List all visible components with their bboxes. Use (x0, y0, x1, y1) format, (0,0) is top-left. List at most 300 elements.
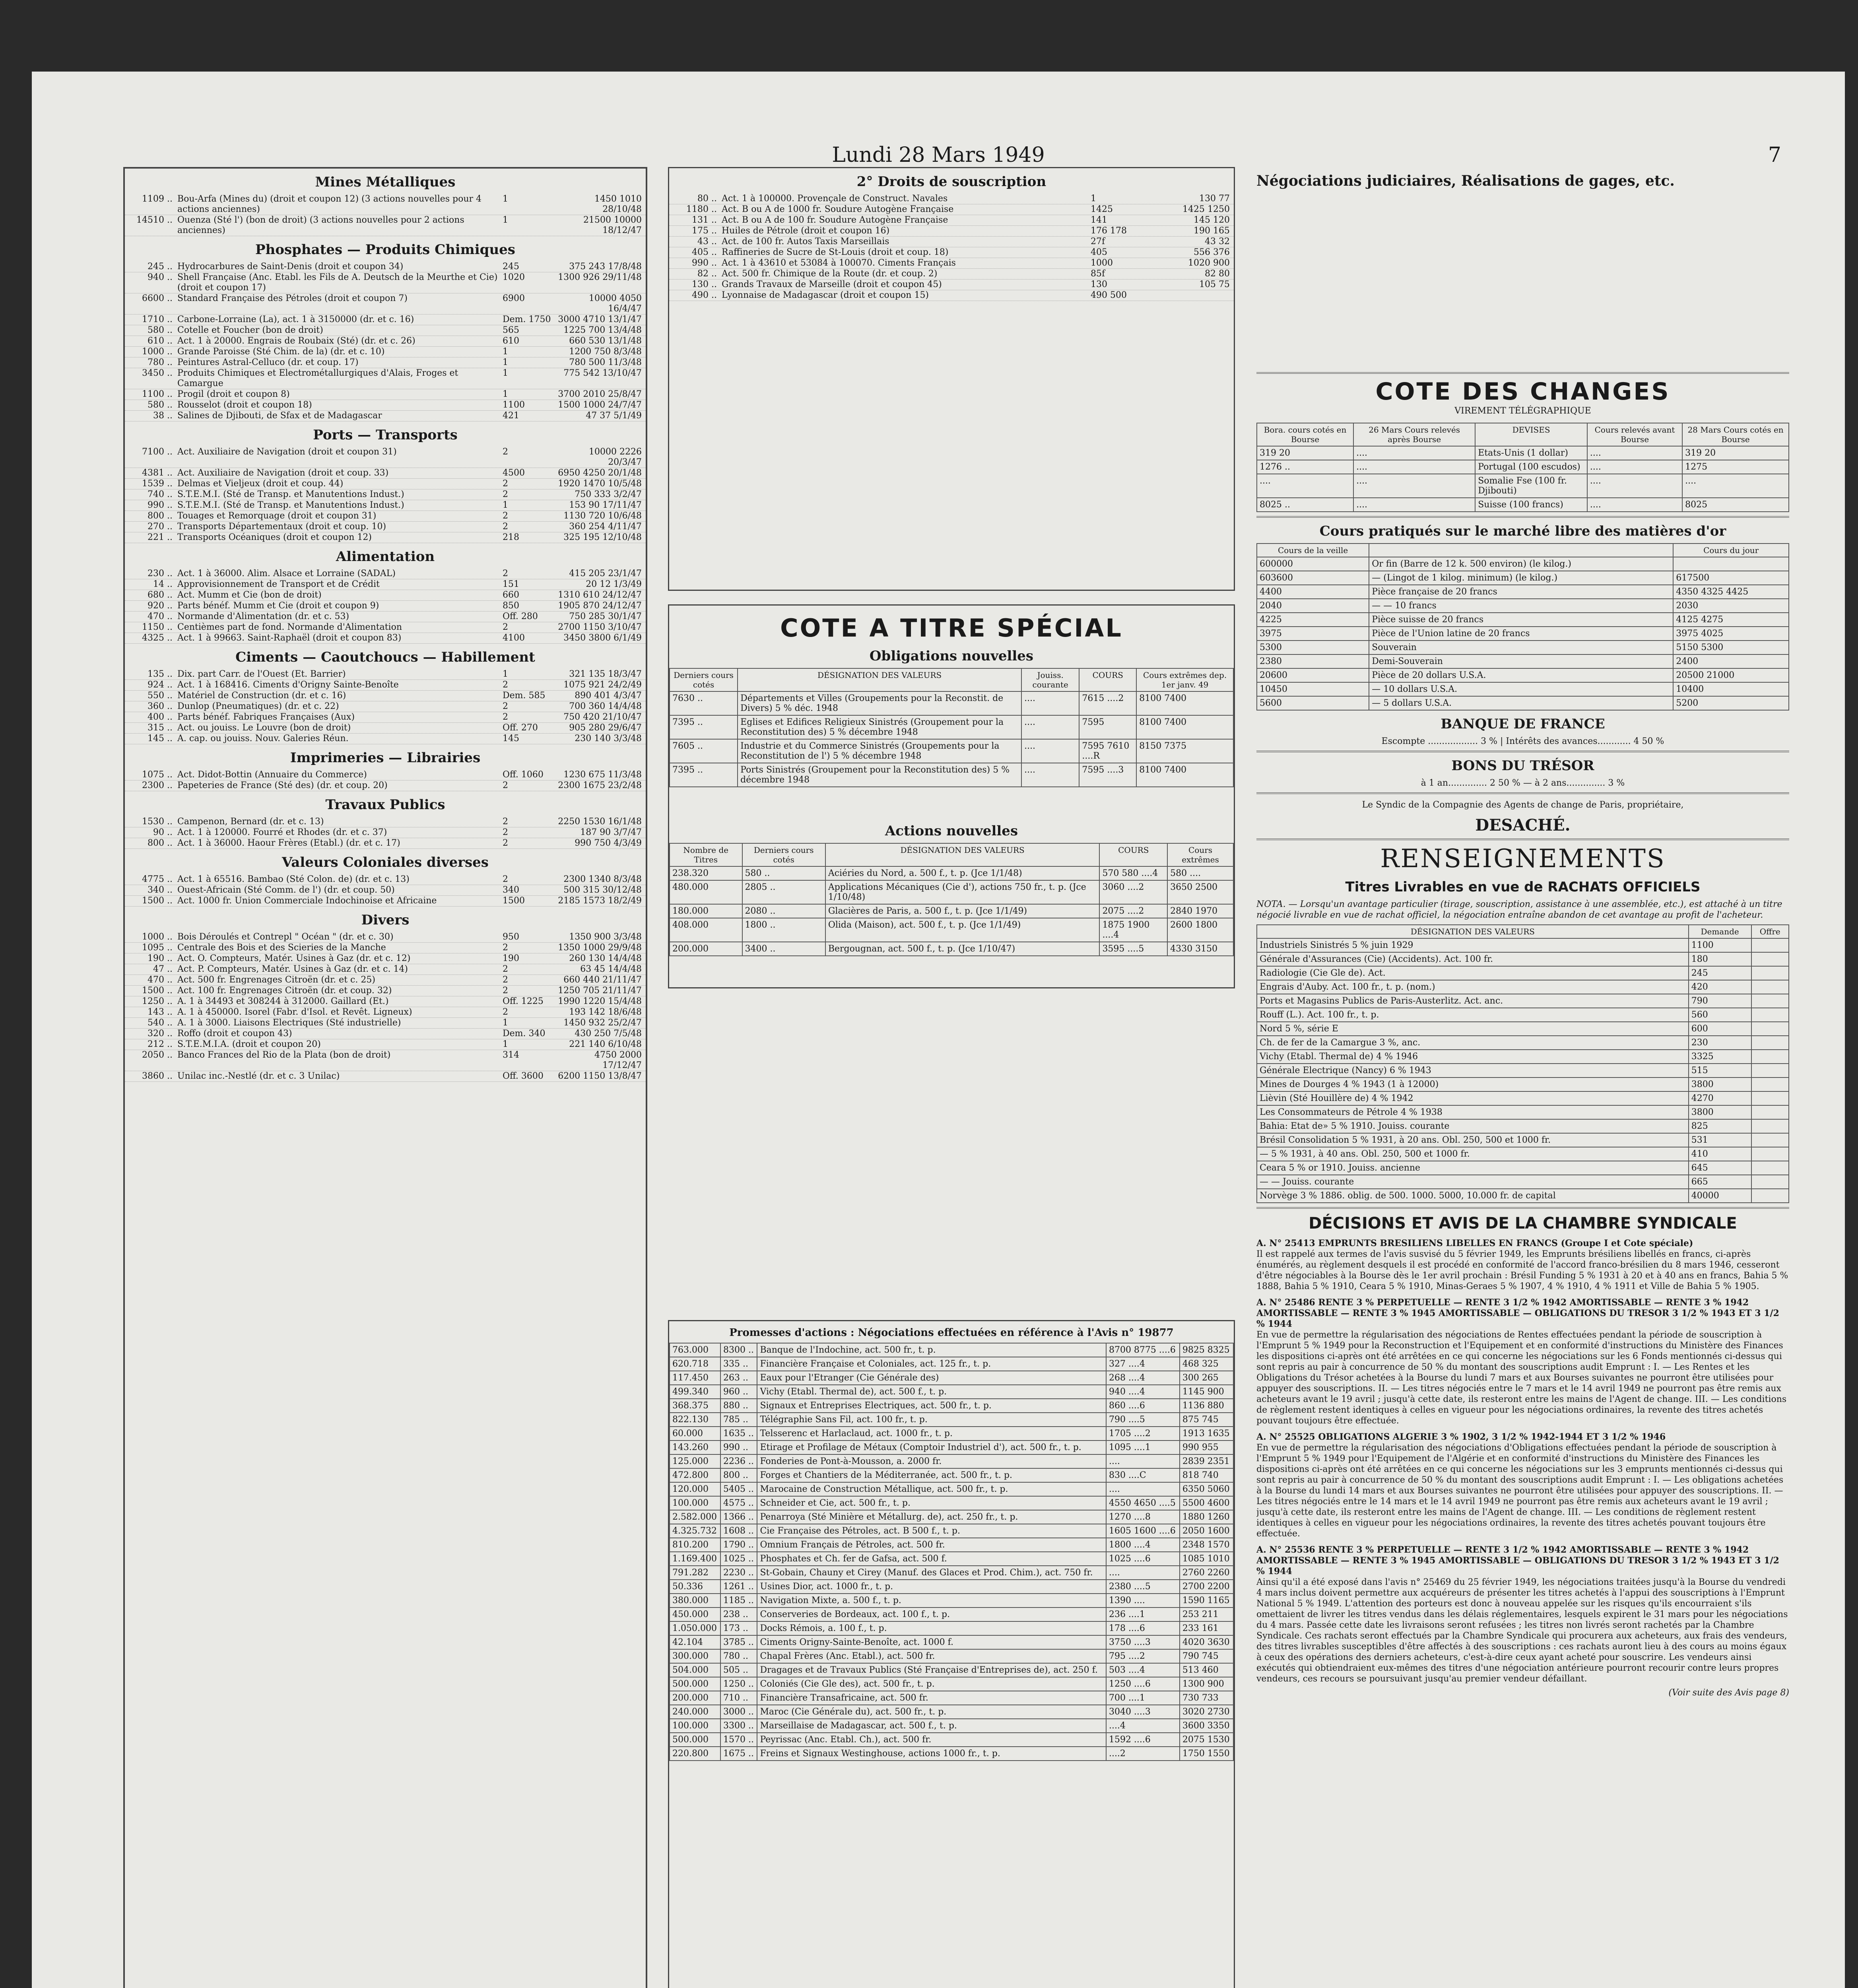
row-name: Act. Auxiliaire de Navigation (droit et coupon 31) (177, 447, 397, 457)
row-name: Dunlop (Pneumatiques) (dr. et c. 22) (177, 701, 339, 711)
row-date: 540 .. (148, 1018, 173, 1028)
newspaper-page (32, 72, 1845, 1988)
row-val: 141 (1091, 215, 1107, 225)
table-cell: 1185 .. (720, 1594, 757, 1607)
table-cell: 3975 (1257, 627, 1369, 641)
list-item (125, 315, 646, 325)
table-cell: 700 ....1 (1106, 1691, 1180, 1705)
row-val: 660 (503, 590, 519, 600)
row-prices: 3700 2010 25/8/47 (558, 389, 642, 399)
row-prices: 20 12 1/3/49 (586, 579, 642, 589)
table-cell: 600 (1689, 1022, 1751, 1036)
table-row (670, 1371, 1233, 1385)
row-date: 800 .. (148, 511, 173, 521)
table-cell: Souverain (1369, 641, 1673, 654)
table-cell: 1136 880 (1180, 1399, 1233, 1413)
row-name: Progil (droit et coupon 8) (177, 389, 290, 399)
table-cell: 10450 (1257, 682, 1369, 696)
table-cell: 580 .... (1167, 866, 1233, 880)
table-cell: 499.340 (670, 1385, 720, 1399)
table-cell: 825 (1689, 1119, 1751, 1133)
list-item (125, 817, 646, 827)
table-cell: 42.104 (670, 1635, 720, 1649)
list-item (125, 975, 646, 986)
row-date: 4775 .. (142, 874, 173, 884)
table-cell: 1605 1600 ....6 (1106, 1524, 1180, 1538)
row-name: Act. Didot-Bottin (Annuaire du Commerce) (177, 770, 367, 780)
row-name: Dix. part Carr. de l'Ouest (Et. Barrier) (177, 669, 346, 679)
row-date: 4381 .. (142, 468, 173, 478)
row-val: 2 (503, 522, 508, 532)
table-cell: 1390 .... (1106, 1594, 1180, 1607)
table-cell: 3325 (1689, 1050, 1751, 1064)
table-cell: 8100 7400 (1136, 715, 1233, 739)
row-name: Lyonnaise de Madagascar (droit et coupon 15) (722, 290, 929, 300)
table-header: Derniers cours cotés (742, 843, 825, 866)
table-cell: 860 ....6 (1106, 1399, 1180, 1413)
row-val: 2 (503, 975, 508, 985)
row-val: 2 (503, 511, 508, 521)
row-val: 176 178 (1091, 226, 1127, 236)
table-header: COURS (1079, 668, 1136, 691)
table-cell: 7595 ....3 (1079, 763, 1136, 787)
row-date: 43 .. (697, 237, 717, 247)
row-date: 470 .. (148, 612, 173, 621)
table-cell: Penarroya (Sté Minière et Métallurg. de), act. 250 fr., t. p. (757, 1510, 1106, 1524)
table-cell: 1635 .. (720, 1427, 757, 1441)
table-cell: Docks Rémois, a. 100 f., t. p. (757, 1621, 1106, 1635)
table-cell: ....2 (1106, 1747, 1180, 1761)
table-cell: 2030 (1673, 599, 1789, 613)
table-cell: 233 161 (1180, 1621, 1233, 1635)
row-val: 950 (503, 932, 519, 942)
table-cell: Suisse (100 francs) (1475, 498, 1587, 512)
row-name: Roffo (droit et coupon 43) (177, 1029, 292, 1039)
row-date: 1250 .. (142, 996, 173, 1006)
table-cell: Demi-Souverain (1369, 654, 1673, 668)
row-val: Dem. 1750 (503, 315, 551, 324)
table-cell: 2840 1970 (1167, 904, 1233, 918)
table-row (670, 1482, 1233, 1496)
table-cell: 531 (1689, 1133, 1751, 1147)
row-prices: 1920 1470 10/5/48 (558, 479, 642, 489)
table-cell: 319 20 (1257, 446, 1353, 460)
row-date: 360 .. (148, 701, 173, 711)
or-title: Cours pratiqués sur le marché libre des matières d'or (1319, 523, 1726, 539)
table-cell: 468 325 (1180, 1357, 1233, 1371)
table-cell: 504.000 (670, 1663, 720, 1677)
row-val: 2 (503, 943, 508, 953)
table-cell: Phosphates et Ch. fer de Gafsa, act. 500 f. (757, 1552, 1106, 1566)
table-row (1257, 966, 1789, 980)
row-date: 580 .. (148, 325, 173, 335)
row-name: Cotelle et Foucher (bon de droit) (177, 325, 323, 335)
table-cell: 3400 .. (742, 942, 825, 956)
table-cell: 480.000 (670, 880, 742, 904)
table-cell: 4330 3150 (1167, 942, 1233, 956)
list-item (125, 215, 646, 236)
row-date: 1075 .. (142, 770, 173, 780)
table-cell (1673, 557, 1789, 571)
table-row (670, 1552, 1233, 1566)
table-row (1257, 557, 1789, 571)
row-name: Salines de Djibouti, de Sfax et de Madagascar (177, 411, 382, 421)
row-val: 2 (503, 479, 508, 489)
row-val: 27f (1091, 237, 1105, 247)
table-cell: 990 .. (720, 1441, 757, 1454)
row-date: 47 .. (153, 964, 173, 974)
table-row (1257, 668, 1789, 682)
table-cell: 1025 .. (720, 1552, 757, 1566)
table-cell: 1790 .. (720, 1538, 757, 1552)
table-header: Nombre de Titres (670, 843, 742, 866)
list-item (125, 325, 646, 336)
row-val: 245 (503, 262, 519, 272)
table-cell: Bahia: Etat de» 5 % 1910. Jouiss. courante (1257, 1119, 1689, 1133)
table-row (670, 739, 1233, 763)
table-cell: 822.130 (670, 1413, 720, 1427)
row-prices: 1500 1000 24/7/47 (558, 400, 642, 410)
row-prices: 153 90 17/11/47 (569, 500, 642, 510)
table-cell: 100.000 (670, 1496, 720, 1510)
table-cell: 2230 .. (720, 1566, 757, 1580)
row-val: 2 (503, 1007, 508, 1017)
table-cell: Maroc (Cie Générale du), act. 500 fr., t. p. (757, 1705, 1106, 1719)
table-cell: 410 (1689, 1147, 1751, 1161)
row-val: 1 (503, 389, 508, 399)
table-header: Cours de la veille (1257, 544, 1369, 557)
row-val: 4500 (503, 468, 525, 478)
table-row (670, 1580, 1233, 1594)
row-date: 3860 .. (142, 1071, 173, 1081)
row-prices: 145 120 (1194, 215, 1230, 225)
table-row (670, 1538, 1233, 1552)
row-prices: 1450 1010 28/10/48 (594, 194, 642, 214)
row-name: Act. Auxiliaire de Navigation (droit et coup. 33) (177, 468, 389, 478)
list-item (125, 932, 646, 943)
row-date: 924 .. (148, 680, 173, 690)
row-name: A. 1 à 34493 et 308244 à 312000. Gaillard (Et.) (177, 996, 389, 1006)
table-row (1257, 1119, 1789, 1133)
row-prices: 990 750 4/3/49 (575, 838, 642, 848)
row-prices: 556 376 (1194, 247, 1230, 257)
table-cell: Ports Sinistrés (Groupement pour la Reconstitution des) 5 % décembre 1948 (738, 763, 1021, 787)
row-date: 405 .. (692, 247, 717, 257)
table-cell: 791.282 (670, 1566, 720, 1580)
row-name: Shell Française (Anc. Etabl. les Fils de A. Deutsch de la Meurthe et Cie) (droit et coupon 17) (177, 272, 498, 293)
table-row (670, 1691, 1233, 1705)
table-cell: Lièvin (Sté Houillère de) 4 % 1942 (1257, 1091, 1689, 1105)
table-cell: 5150 5300 (1673, 641, 1789, 654)
row-val: 610 (503, 336, 519, 346)
table-cell: .... (1353, 474, 1475, 498)
table-cell: 790 ....5 (1106, 1413, 1180, 1427)
table-cell: 2839 2351 (1180, 1454, 1233, 1468)
negociations-title: Négociations judiciaires, Réalisations de gages, etc. (1256, 173, 1675, 189)
row-name: Bois Déroulés et Contrepl " Océan " (dr. et c. 30) (177, 932, 394, 942)
row-prices: 890 401 4/3/47 (575, 691, 642, 701)
row-name: Act. B ou A de 100 fr. Soudure Autogène Française (722, 215, 948, 225)
list-item (125, 827, 646, 838)
table-cell: Peyrissac (Anc. Etabl. Ch.), act. 500 fr. (757, 1733, 1106, 1747)
row-name: Act. 1 à 100000. Provençale de Construct. Navales (722, 194, 948, 204)
table-cell: 1.050.000 (670, 1621, 720, 1635)
row-prices: 6200 1150 13/8/47 (558, 1071, 642, 1081)
row-date: 1100 .. (142, 389, 173, 399)
row-date: 7100 .. (142, 447, 173, 457)
row-prices: 105 75 (1199, 280, 1230, 289)
row-name: Act. 1 à 43610 et 53084 à 100070. Ciments Français (722, 258, 956, 268)
row-name: Act. 1 à 20000. Engrais de Roubaix (Sté) (dr. et c. 26) (177, 336, 415, 346)
table-row (1257, 613, 1789, 627)
table-cell: 1590 1165 (1180, 1594, 1233, 1607)
avis-heading: A. N° 25536 RENTE 3 % PERPETUELLE — RENTE 3 1/2 % 1942 AMORTISSABLE — RENTE 3 % 1942 AMORTISSABLE — RENTE 3 % 1945 AMORTISSABLE — OBLIGATIONS DU TRESOR 3 1/2 % 1943 ET 3 1/2 % 1944 (1256, 1545, 1779, 1576)
list-item (125, 996, 646, 1007)
table-cell: .... (1021, 691, 1079, 715)
table-cell: 200.000 (670, 942, 742, 956)
table-cell: 20600 (1257, 668, 1369, 682)
row-prices: 905 280 29/6/47 (569, 723, 642, 733)
row-val: 1000 (1091, 258, 1113, 268)
table-cell: 830 ....C (1106, 1468, 1180, 1482)
table-cell: Nord 5 %, série E (1257, 1022, 1689, 1036)
row-val: Dem. 585 (503, 691, 546, 701)
table-cell: Marseillaise de Madagascar, act. 500 f., t. p. (757, 1719, 1106, 1733)
list-item (669, 269, 1234, 280)
table-cell: 2380 (1257, 654, 1369, 668)
table-row (670, 1649, 1233, 1663)
table-cell: 2400 (1673, 654, 1789, 668)
row-date: 2050 .. (142, 1050, 173, 1060)
table-cell (1751, 966, 1789, 980)
list-item (125, 347, 646, 357)
table-cell: 730 733 (1180, 1691, 1233, 1705)
table-cell: 3595 ....5 (1099, 942, 1167, 956)
table-cell: Freins et Signaux Westinghouse, actions 1000 fr., t. p. (757, 1747, 1106, 1761)
table-row (670, 1441, 1233, 1454)
row-prices: 775 542 13/10/47 (563, 368, 642, 378)
row-val: 85f (1091, 269, 1105, 279)
list-item (125, 723, 646, 734)
table-cell: Eglises et Edifices Religieux Sinistrés (Groupement pour la Reconstitution des) 5 % décembre 1948 (738, 715, 1021, 739)
row-prices: 10000 4050 16/4/47 (589, 293, 642, 314)
list-item (125, 612, 646, 622)
row-name: Delmas et Vieljeux (droit et coup. 44) (177, 479, 344, 489)
table-cell: 2805 .. (742, 880, 825, 904)
row-val: 1020 (503, 272, 525, 282)
table-cell: 8025 (1682, 498, 1789, 512)
table-cell: — — Jouiss. courante (1257, 1175, 1689, 1189)
list-item (125, 293, 646, 315)
table-row (1257, 1036, 1789, 1050)
list-item (125, 511, 646, 522)
row-prices (1142, 290, 1234, 301)
list-item (125, 479, 646, 489)
obligations-table (669, 668, 1234, 787)
table-header: DÉSIGNATION DES VALEURS (825, 843, 1100, 866)
banque-france-title: BANQUE DE FRANCE (1441, 716, 1605, 732)
table-row (670, 1621, 1233, 1635)
table-cell: 7395 .. (670, 763, 738, 787)
row-name: Parts bénéf. Fabriques Françaises (Aux) (177, 712, 355, 722)
row-val: 314 (503, 1050, 519, 1060)
section-list (125, 874, 646, 907)
list-item (125, 838, 646, 849)
row-date: 130 .. (692, 280, 717, 289)
row-name: Act. ou jouiss. Le Louvre (bon de droit) (177, 723, 351, 733)
section-title: Imprimeries — Librairies (290, 750, 481, 766)
row-date: 400 .. (148, 712, 173, 722)
table-cell: 263 .. (720, 1371, 757, 1385)
avis-list (1256, 1238, 1789, 1684)
table-row (670, 1747, 1233, 1761)
table-cell: 450.000 (670, 1607, 720, 1621)
row-val: 2 (503, 986, 508, 996)
cote-speciale-box (668, 604, 1235, 988)
table-cell: 240.000 (670, 1705, 720, 1719)
page-number: 7 (1768, 143, 1781, 167)
table-cell: 960 .. (720, 1385, 757, 1399)
table-row (670, 763, 1233, 787)
row-date: 38 .. (153, 411, 173, 421)
table-cell (1751, 938, 1789, 952)
syndic-line: Le Syndic de la Compagnie des Agents de change de Paris, propriétaire, (1362, 800, 1684, 810)
table-header: Bora. cours cotés en Bourse (1257, 423, 1353, 446)
table-cell: 3300 .. (720, 1719, 757, 1733)
table-cell: 785 .. (720, 1413, 757, 1427)
row-date: 2300 .. (142, 780, 173, 790)
row-date: 1180 .. (686, 204, 717, 214)
list-item (125, 1050, 646, 1071)
table-cell: 780 .. (720, 1649, 757, 1663)
table-cell: 408.000 (670, 918, 742, 942)
table-cell: Les Consommateurs de Pétrole 4 % 1938 (1257, 1105, 1689, 1119)
table-cell: 795 ....2 (1106, 1649, 1180, 1663)
row-prices: 750 420 21/10/47 (563, 712, 642, 722)
row-val: 151 (503, 579, 519, 589)
table-cell: 503 ....4 (1106, 1663, 1180, 1677)
row-date: 14510 .. (136, 215, 173, 225)
table-cell: 1085 1010 (1180, 1552, 1233, 1566)
list-item (125, 669, 646, 680)
table-cell: Etirage et Profilage de Métaux (Comptoir Industriel d'), act. 500 fr., t. p. (757, 1441, 1106, 1454)
table-cell: — 5 dollars U.S.A. (1369, 696, 1673, 710)
table-cell: 710 .. (720, 1691, 757, 1705)
table-cell: 120.000 (670, 1482, 720, 1496)
row-date: 1000 .. (142, 932, 173, 942)
table-cell: 1675 .. (720, 1747, 757, 1761)
row-val: 2 (503, 817, 508, 827)
droits-list (669, 194, 1234, 301)
row-prices: 82 80 (1205, 269, 1230, 279)
row-prices: 47 37 5/1/49 (586, 411, 642, 421)
table-cell: Marocaine de Construction Métallique, act. 500 fr., t. p. (757, 1482, 1106, 1496)
row-val: 1 (1091, 194, 1096, 204)
row-val: 145 (503, 734, 519, 744)
table-row (670, 1607, 1233, 1621)
table-cell: 6350 5060 (1180, 1482, 1233, 1496)
table-row (670, 1385, 1233, 1399)
list-item (125, 368, 646, 389)
table-cell: — 10 dollars U.S.A. (1369, 682, 1673, 696)
row-name: Campenon, Bernard (dr. et c. 13) (177, 817, 324, 827)
table-row (670, 918, 1233, 942)
list-item (125, 400, 646, 411)
syndic-name: DESACHÉ. (1475, 816, 1571, 835)
avis-text: Ainsi qu'il a été exposé dans l'avis n° 25469 du 25 février 1949, les négociations traitées jusqu'à la Bourse du vendredi 4 mars inclus doivent permettre aux acquéreurs de présenter les titres achetés à l'appui des souscriptions à l'Emprunt National 5 % 1949. L'attention des porteurs est donc à nouveau appelée sur les risques qu'ils encourraient s'ils omettaient de livrer les titres vendus dans les délais réglementaires, lesquels expirent le 31 mars pour les négociations du 4 mars. Passée cette date les livraisons seront refusées ; les titres non livrés seront rachetés par la Chambre Syndicale. Ces rachats seront effectués par la Chambre Syndicale qui procurera aux acheteurs, aux frais des vendeurs, des titres livrables susceptibles d'être affectés à des souscriptions : ces rachats auront lieu à des cours au moins égaux à ceux des opérations des derniers acheteurs, c'est-à-dire ceux ayant acheté pour souscrire. Les vendeurs ainsi exécutés qui obtiendraient eux-mêmes des titres d'une négociation antérieure pourront recourir contre leurs propres vendeurs, ces recours se poursuivant jusqu'au premier vendeur défaillant. (1256, 1577, 1788, 1684)
list-item (125, 770, 646, 780)
row-prices: 4750 2000 17/12/47 (594, 1050, 642, 1070)
table-cell: 505 .. (720, 1663, 757, 1677)
table-row (670, 715, 1233, 739)
table-cell: 300 265 (1180, 1371, 1233, 1385)
row-val: 2 (503, 622, 508, 632)
table-cell: 3040 ....3 (1106, 1705, 1180, 1719)
table-cell: 2050 1600 (1180, 1524, 1233, 1538)
section-list (125, 770, 646, 791)
row-date: 920 .. (148, 601, 173, 611)
table-row (1257, 599, 1789, 613)
section-title: Divers (361, 912, 410, 928)
row-date: 1710 .. (142, 315, 173, 324)
table-cell: Usines Dior, act. 1000 fr., t. p. (757, 1580, 1106, 1594)
table-row (670, 1357, 1233, 1371)
list-item (669, 280, 1234, 290)
table-row (1257, 682, 1789, 696)
table-cell: 1276 .. (1257, 460, 1353, 474)
table-cell: 513 460 (1180, 1663, 1233, 1677)
table-cell: 880 .. (720, 1399, 757, 1413)
section-title: Mines Métalliques (315, 174, 456, 190)
avis-heading: A. N° 25486 RENTE 3 % PERPETUELLE — RENTE 3 1/2 % 1942 AMORTISSABLE — RENTE 3 % 1942 AMORTISSABLE — RENTE 3 % 1945 AMORTISSABLE — OBLIGATIONS DU TRESOR 3 1/2 % 1943 ET 3 1/2 % 1944 (1256, 1297, 1779, 1329)
row-name: Grande Paroisse (Sté Chim. de la) (dr. et c. 10) (177, 347, 385, 357)
section-list (125, 817, 646, 849)
table-cell: 617500 (1673, 571, 1789, 585)
list-item (125, 691, 646, 701)
list-item (125, 712, 646, 723)
row-prices: 360 254 4/11/47 (569, 522, 642, 532)
table-cell: 5500 4600 (1180, 1496, 1233, 1510)
table-cell: 335 .. (720, 1357, 757, 1371)
row-date: 145 .. (148, 734, 173, 744)
suite-note: (Voir suite des Avis page 8) (1668, 1688, 1789, 1698)
table-row (670, 1705, 1233, 1719)
list-item (125, 885, 646, 896)
table-header: 26 Mars Cours relevés après Bourse (1353, 423, 1475, 446)
list-item (125, 272, 646, 293)
table-cell: Forges et Chantiers de la Méditerranée, act. 500 fr., t. p. (757, 1468, 1106, 1482)
row-name: Bou-Arfa (Mines du) (droit et coupon 12) (3 actions nouvelles pour 4 actions anciennes) (177, 194, 482, 214)
row-name: Banco Frances del Rio de la Plata (bon de droit) (177, 1050, 391, 1060)
table-row (670, 880, 1233, 904)
row-date: 6600 .. (142, 293, 173, 303)
row-val: 850 (503, 601, 519, 611)
row-val: 2 (503, 874, 508, 884)
row-val: 2 (503, 838, 508, 848)
row-prices: 1350 1000 29/9/48 (558, 943, 642, 953)
row-date: 143 .. (148, 1007, 173, 1017)
row-date: 131 .. (692, 215, 717, 225)
table-row (1257, 1161, 1789, 1175)
row-val: 1500 (503, 896, 525, 906)
table-cell (1751, 1064, 1789, 1077)
row-val: Dem. 340 (503, 1029, 546, 1039)
table-header: DÉSIGNATION DES VALEURS (1257, 925, 1689, 938)
row-prices: 130 77 (1199, 194, 1230, 204)
table-row (1257, 460, 1789, 474)
list-item (125, 943, 646, 953)
row-prices: 1450 932 25/2/47 (563, 1018, 642, 1028)
